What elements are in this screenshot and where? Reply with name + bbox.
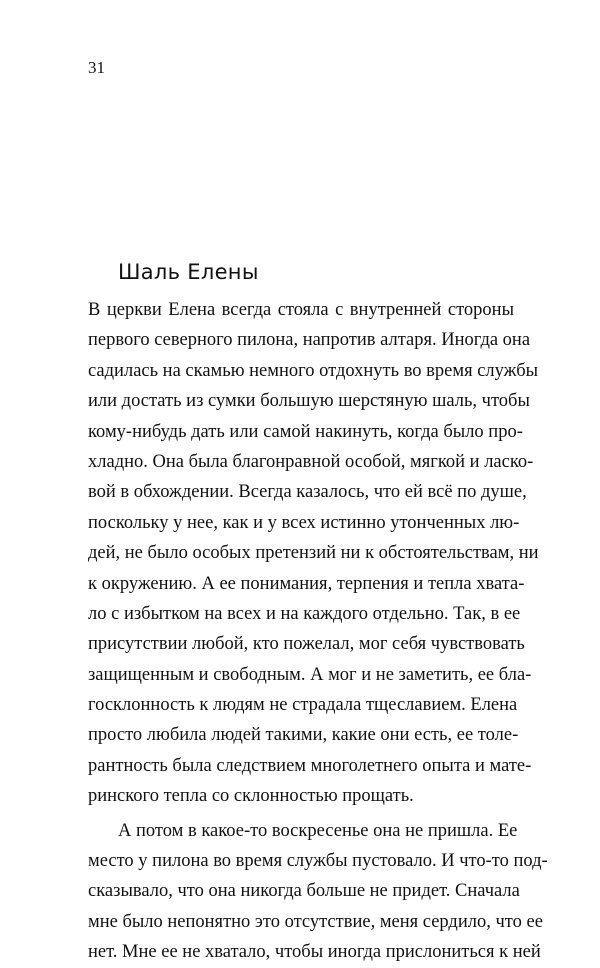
text-line: место у пилона во время службы пустовало. И что-то под- <box>88 851 548 872</box>
text-line: первого северного пилона, напротив алтаря. Иногда она <box>88 330 531 351</box>
text-line: ло с избытком на всех и на каждого отдельно. Так, в ее <box>88 603 521 624</box>
text-line: садилась на скамью немного отдохнуть во время службы <box>88 360 539 381</box>
text-line: В церкви Елена всегда стояла с внутренней стороны <box>88 300 514 320</box>
text-line: рантность была следствием многолетнего опыта и мате- <box>88 755 532 776</box>
body-text <box>88 295 548 968</box>
chapter-title: Шаль Елены <box>118 260 259 284</box>
text-line: к окружению. А ее понимания, терпения и тепла хвата- <box>88 573 525 594</box>
page-number: 31 <box>88 58 105 77</box>
paragraph <box>88 816 548 968</box>
paragraph <box>88 295 539 812</box>
text-line: нет. Мне ее не хватало, чтобы иногда прислониться к ней <box>88 942 541 963</box>
text-line: хладно. Она была благонравной особой, мягкой и ласко- <box>88 451 534 472</box>
text-line: дей, не было особых претензий ни к обстоятельствам, ни <box>88 543 539 564</box>
text-line: мне было непонятно это отсутствие, меня сердило, что ее <box>88 911 543 932</box>
text-line: защищенным и свободным. А мог и не заметить, ее бла- <box>88 664 532 685</box>
text-line: или достать из сумки большую шерстяную шаль, чтобы <box>88 391 530 412</box>
text-line: присутствии любой, кто пожелал, мог себя чувствовать <box>88 634 525 655</box>
text-line: сказывало, что она никогда больше не придет. Сначала <box>88 881 520 902</box>
text-line: вой в обхождении. Всегда казалось, что ей всё по душе, <box>88 482 527 503</box>
text-line: ринского тепла со склонностью прощать. <box>88 786 414 807</box>
text-line: кому-нибудь дать или самой накинуть, когда было про- <box>88 421 523 442</box>
text-line: просто любила людей такими, какие они есть, ее толе- <box>88 725 519 746</box>
text-line: госклонность к людям не страдала тщеславием. Елена <box>88 695 518 716</box>
text-line: А потом в какое-то воскресенье она не пришла. Ее <box>118 820 518 841</box>
text-line: поскольку у нее, как и у всех истинно утонченных лю- <box>88 512 520 533</box>
